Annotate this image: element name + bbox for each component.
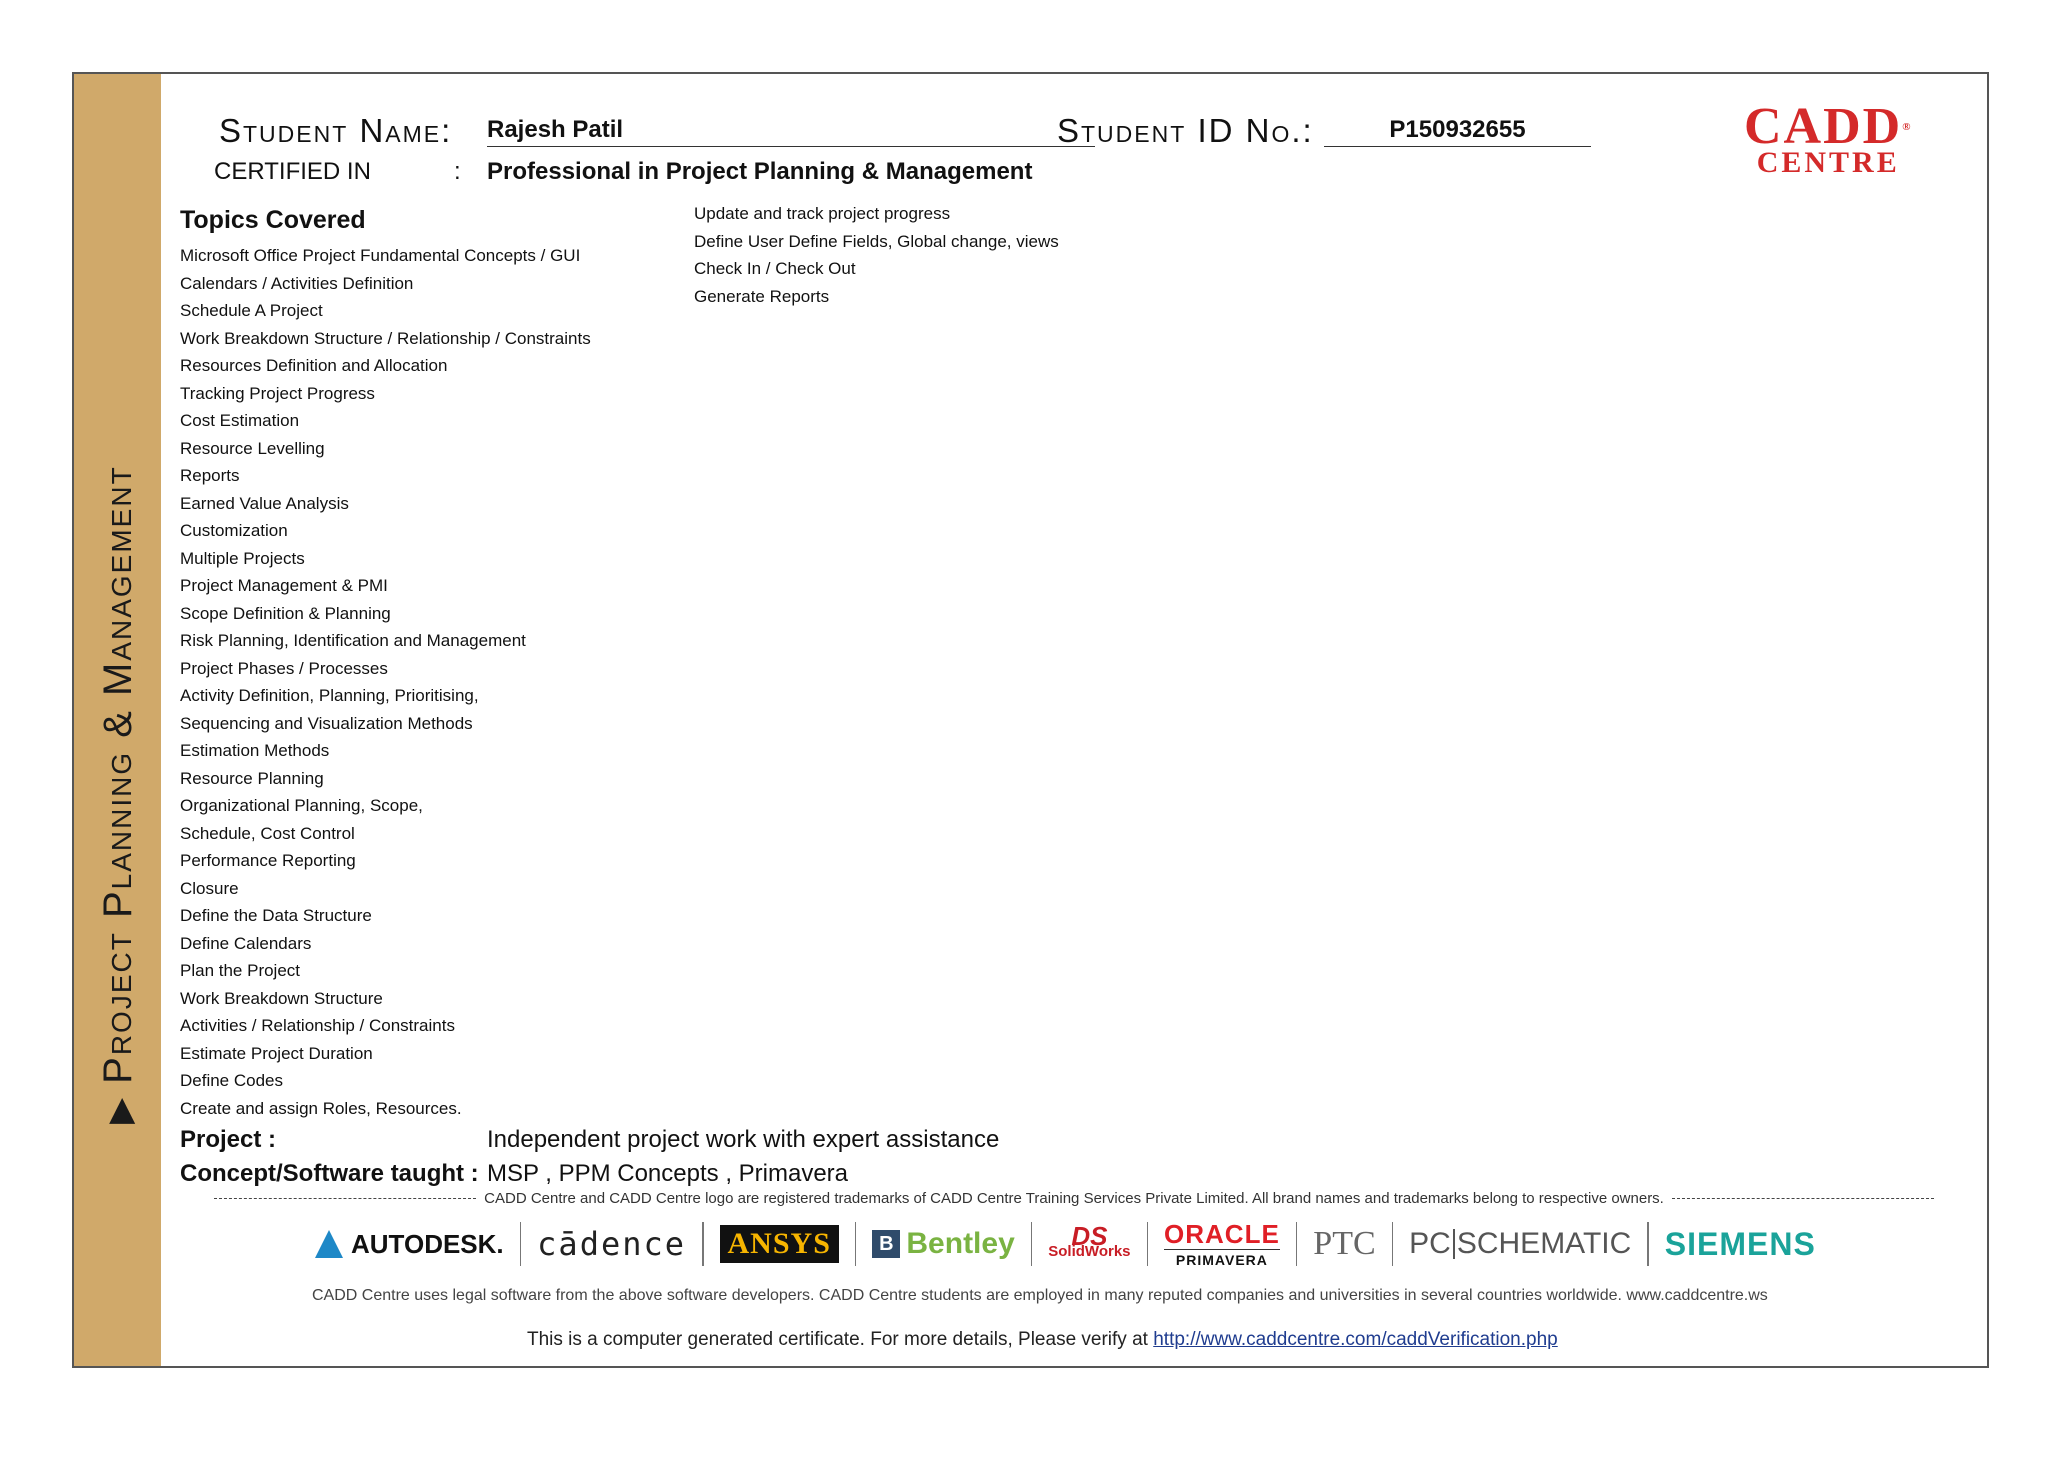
side-band-title — [98, 465, 140, 1124]
topic-item: Customization — [180, 521, 288, 540]
topic-item: Resource Levelling — [180, 438, 325, 458]
topic-item: Define the Data Structure — [180, 906, 372, 925]
topic-item: Estimate Project Duration — [180, 1043, 373, 1063]
logo-line1: CADD — [1744, 98, 1903, 155]
project-value: Independent project work with expert assistance — [487, 1126, 1000, 1153]
certified-in-colon: : — [454, 158, 461, 185]
ansys-logo: ANSYS — [720, 1225, 839, 1263]
dashed-divider — [214, 1198, 476, 1199]
topic-item: Earned Value Analysis — [180, 493, 349, 513]
certified-in-label: CERTIFIED IN — [214, 158, 371, 185]
oracle-label: ORACLE — [1164, 1218, 1280, 1249]
concept-value: MSP , PPM Concepts , Primavera — [487, 1160, 849, 1187]
topic-item: Create and assign Roles, Resources. — [180, 1098, 462, 1118]
topic-item: Check In / Check Out — [694, 259, 856, 278]
topic-item: Schedule A Project — [180, 301, 323, 320]
topic-item: Performance Reporting — [180, 851, 356, 870]
side-band-label: Project Planning & Management — [96, 465, 140, 1084]
topic-item: Generate Reports — [694, 286, 830, 306]
topic-item: Project Management & PMI — [180, 576, 388, 595]
trademark-text: CADD Centre and CADD Centre logo are registered trademarks of CADD Centre Training Services Private Limited. All brand names and trademarks belong to respective owners. — [484, 1190, 1664, 1207]
cadence-logo: cādence — [537, 1225, 687, 1263]
certificate — [72, 72, 1989, 1368]
topic-item: Define Calendars — [180, 933, 312, 953]
topic-item: Project Phases / Processes — [180, 658, 388, 678]
topic-item: Update and track project progress — [694, 204, 951, 223]
topic-item: Activity Definition, Planning, Prioritising, — [180, 686, 479, 705]
topic-item: Activities / Relationship / Constraints — [180, 1016, 455, 1035]
logo-registered-mark: ® — [1902, 121, 1913, 133]
concept-label: Concept/Software taught : — [180, 1160, 479, 1187]
topic-item: Multiple Projects — [180, 548, 305, 568]
student-name-value: Rajesh Patil — [487, 116, 1095, 147]
student-id-value: P150932655 — [1324, 116, 1591, 147]
pcs-left-label: PC — [1409, 1227, 1451, 1260]
topic-item: Cost Estimation — [180, 411, 300, 430]
topic-item: Estimation Methods — [180, 741, 330, 760]
brand-logos — [299, 1219, 1832, 1269]
primavera-label: PRIMAVERA — [1175, 1251, 1268, 1268]
autodesk-logo — [299, 1222, 520, 1266]
topic-item: Resource Planning — [180, 768, 324, 788]
logo-line2: CENTRE — [1756, 146, 1900, 179]
autodesk-label: AUTODESK. — [351, 1228, 504, 1259]
topic-item: Tracking Project Progress — [180, 383, 375, 403]
topic-item: Define Codes — [180, 1071, 284, 1090]
topic-item: Plan the Project — [180, 961, 301, 980]
topic-item: Resources Definition and Allocation — [180, 356, 448, 375]
topic-item: Risk Planning, Identification and Management — [180, 631, 526, 650]
dashed-divider — [1672, 1198, 1934, 1199]
project-label: Project : — [180, 1126, 277, 1153]
topic-item: Schedule, Cost Control — [180, 823, 355, 843]
pc-schematic-logo — [1393, 1222, 1647, 1266]
topic-item: Sequencing and Visualization Methods — [180, 713, 473, 733]
topic-item: Scope Definition & Planning — [180, 603, 391, 623]
pcs-right-label: SCHEMATIC — [1456, 1227, 1632, 1260]
pcs-bar — [1453, 1229, 1455, 1259]
cadd-centre-logo — [1744, 98, 1913, 179]
ds-icon: DS — [1071, 1221, 1108, 1251]
trademark-notice — [214, 1190, 1934, 1207]
verification-notice — [527, 1329, 1558, 1351]
topic-item: Work Breakdown Structure / Relationship / Constraints — [180, 328, 591, 348]
student-name-label: Student Name: — [219, 112, 453, 149]
topic-item: Reports — [180, 466, 240, 485]
triangle-icon: ▶ — [101, 1095, 139, 1124]
student-id-label: Student ID No.: — [1057, 112, 1314, 149]
siemens-logo: SIEMENS — [1664, 1225, 1816, 1262]
solidworks-label: SolidWorks — [1048, 1243, 1131, 1260]
bentley-icon: B — [872, 1230, 900, 1258]
side-band — [74, 74, 161, 1366]
bentley-label: Bentley — [906, 1227, 1015, 1260]
topics-column-1 — [180, 242, 591, 1122]
topic-item: Organizational Planning, Scope, — [180, 796, 423, 815]
topic-item: Calendars / Activities Definition — [180, 273, 414, 293]
solidworks-logo — [1032, 1222, 1146, 1266]
topic-item: Define User Define Fields, Global change, views — [694, 231, 1059, 251]
ptc-logo: PTC — [1313, 1225, 1376, 1262]
verification-link[interactable]: http://www.caddcentre.com/caddVerification.php — [1153, 1329, 1558, 1350]
oracle-primavera-logo — [1148, 1218, 1296, 1268]
autodesk-icon — [315, 1230, 343, 1258]
bentley-logo — [856, 1222, 1030, 1266]
topics-heading: Topics Covered — [180, 206, 366, 234]
certified-in-value: Professional in Project Planning & Management — [487, 158, 1033, 185]
legal-notice: CADD Centre uses legal software from the above software developers. CADD Centre students are employed in many reputed companies and universities in several countries worldwide. www.caddcentre.ws — [312, 1287, 1768, 1304]
topic-item: Closure — [180, 878, 239, 898]
topics-column-2 — [694, 200, 1059, 310]
topic-item: Microsoft Office Project Fundamental Concepts / GUI — [180, 246, 581, 265]
verify-text: This is a computer generated certificate. For more details, Please verify at — [527, 1329, 1154, 1350]
topic-item: Work Breakdown Structure — [180, 988, 383, 1008]
